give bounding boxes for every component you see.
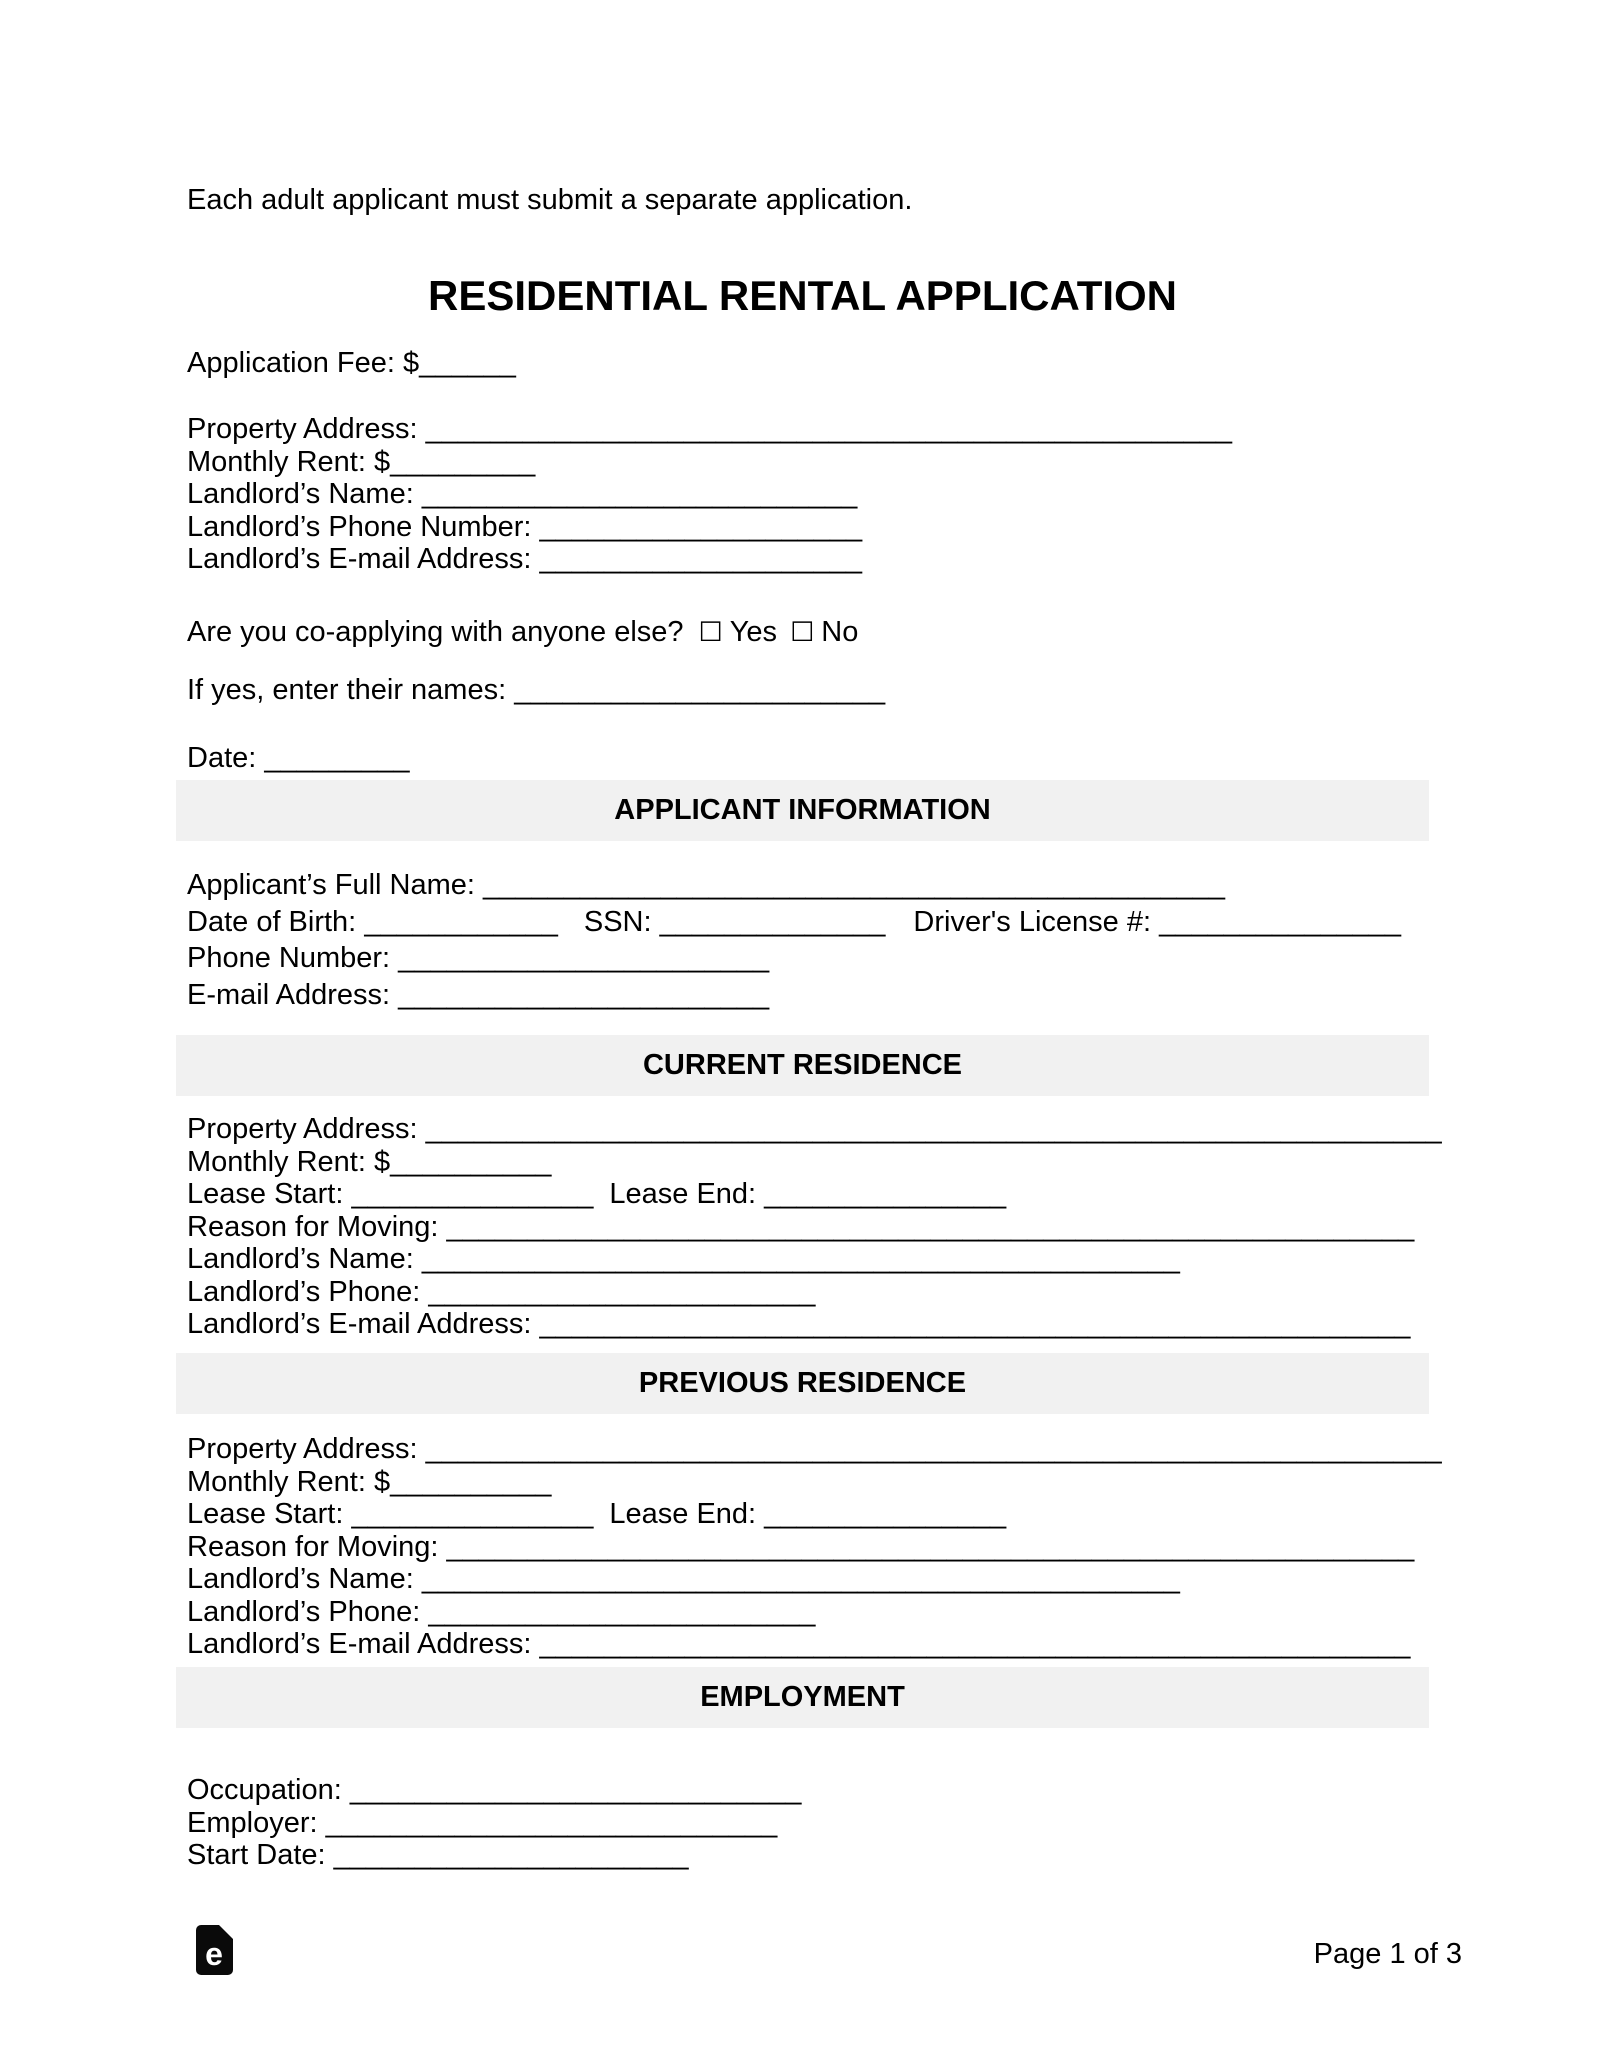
- current-reason-line: [187, 1211, 1442, 1244]
- start-date-blank[interactable]: ______________________: [333, 1839, 689, 1871]
- previous-rent-blank[interactable]: __________: [390, 1465, 552, 1498]
- current-lease-end-blank[interactable]: _______________: [764, 1178, 1007, 1210]
- drivers-license-label: Driver's License #:: [913, 905, 1160, 938]
- applicant-info-group: [187, 867, 1401, 1013]
- landlord-phone-label: Landlord’s Phone Number:: [187, 510, 540, 543]
- previous-reason-label: Reason for Moving:: [187, 1530, 447, 1563]
- eforms-logo-icon: [196, 1925, 233, 1975]
- property-address-line: [187, 413, 1232, 446]
- previous-landlord-phone-blank[interactable]: ________________________: [428, 1595, 816, 1628]
- current-rent-line: [187, 1146, 1442, 1179]
- ssn-blank[interactable]: ______________: [659, 905, 886, 938]
- current-residence-group: [187, 1113, 1442, 1341]
- current-lease-end-label: Lease End:: [609, 1178, 765, 1210]
- application-fee-line: [187, 347, 516, 380]
- monthly-rent-label: Monthly Rent: $: [187, 445, 391, 478]
- employment-heading: EMPLOYMENT: [176, 1667, 1429, 1728]
- current-reason-label: Reason for Moving:: [187, 1210, 447, 1243]
- occupation-label: Occupation:: [187, 1774, 350, 1806]
- coapply-question-line: [187, 616, 858, 649]
- employment-group: [187, 1774, 801, 1872]
- applicant-full-name-blank[interactable]: ______________________________________________: [483, 869, 1225, 901]
- logo-letter: e: [205, 1936, 223, 1972]
- previous-rent-line: [187, 1466, 1442, 1499]
- dob-label: Date of Birth:: [187, 905, 365, 938]
- current-lease-start-label: Lease Start:: [187, 1178, 352, 1210]
- property-address-label: Property Address:: [187, 413, 426, 445]
- property-address-blank[interactable]: __________________________________________________: [425, 413, 1232, 445]
- previous-landlord-email-line: [187, 1628, 1442, 1661]
- form-title: RESIDENTIAL RENTAL APPLICATION: [427, 272, 1178, 319]
- drivers-license-blank[interactable]: _______________: [1159, 905, 1402, 938]
- landlord-email-blank[interactable]: ____________________: [539, 543, 863, 575]
- current-landlord-phone-line: [187, 1276, 1442, 1309]
- coapplicant-names-blank[interactable]: _______________________: [514, 674, 886, 706]
- applicant-full-name-label: Applicant’s Full Name:: [187, 869, 484, 901]
- applicant-full-name-line: [187, 867, 1401, 904]
- date-label: Date:: [187, 742, 265, 774]
- employer-line: [187, 1807, 801, 1840]
- previous-landlord-phone-label: Landlord’s Phone:: [187, 1595, 429, 1628]
- previous-lease-start-label: Lease Start:: [187, 1498, 352, 1530]
- current-landlord-email-line: [187, 1308, 1442, 1341]
- previous-lease-end-label: Lease End:: [609, 1498, 765, 1530]
- current-lease-start-blank[interactable]: _______________: [351, 1178, 594, 1210]
- yes-label: Yes: [729, 616, 778, 648]
- monthly-rent-blank[interactable]: _________: [390, 445, 536, 478]
- current-landlord-name-line: [187, 1243, 1442, 1276]
- applicant-phone-blank[interactable]: _______________________: [398, 942, 770, 975]
- ssn-label: SSN:: [583, 905, 660, 938]
- landlord-email-label: Landlord’s E-mail Address:: [187, 543, 540, 575]
- previous-lease-start-blank[interactable]: _______________: [351, 1498, 594, 1530]
- current-residence-heading: CURRENT RESIDENCE: [176, 1035, 1429, 1096]
- date-line: [187, 742, 410, 775]
- dob-blank[interactable]: ____________: [364, 905, 558, 938]
- current-rent-label: Monthly Rent: $: [187, 1145, 391, 1178]
- application-fee-label: Application Fee: $: [187, 347, 420, 379]
- applicant-email-blank[interactable]: _______________________: [398, 978, 770, 1011]
- previous-address-blank[interactable]: _______________________________________________________________: [425, 1433, 1442, 1465]
- previous-reason-line: [187, 1531, 1442, 1564]
- landlord-name-line: [187, 478, 1232, 511]
- applicant-email-label: E-mail Address:: [187, 978, 399, 1011]
- current-address-blank[interactable]: _______________________________________________________________: [425, 1113, 1442, 1145]
- previous-address-label: Property Address:: [187, 1433, 426, 1465]
- occupation-line: [187, 1774, 801, 1807]
- previous-lease-end-blank[interactable]: _______________: [764, 1498, 1007, 1530]
- current-landlord-phone-blank[interactable]: ________________________: [428, 1275, 816, 1308]
- previous-landlord-name-line: [187, 1563, 1442, 1596]
- applicant-information-heading: APPLICANT INFORMATION: [176, 780, 1429, 841]
- current-address-line: [187, 1113, 1442, 1146]
- no-label: No: [821, 616, 859, 648]
- landlord-name-label: Landlord’s Name:: [187, 478, 422, 510]
- landlord-email-line: [187, 543, 1232, 576]
- previous-landlord-name-blank[interactable]: _______________________________________________: [421, 1563, 1180, 1595]
- applicant-phone-label: Phone Number:: [187, 942, 399, 975]
- current-address-label: Property Address:: [187, 1113, 426, 1145]
- applicant-ids-line: [187, 904, 1401, 941]
- notice-text: Each adult applicant must submit a separate application.: [187, 184, 913, 216]
- current-rent-blank[interactable]: __________: [390, 1145, 552, 1178]
- yes-checkbox[interactable]: ☐: [698, 617, 723, 647]
- previous-landlord-email-blank[interactable]: ______________________________________________________: [539, 1628, 1411, 1660]
- no-checkbox[interactable]: ☐: [790, 617, 815, 647]
- applicant-phone-line: [187, 940, 1401, 977]
- current-landlord-email-label: Landlord’s E-mail Address:: [187, 1308, 540, 1340]
- previous-landlord-phone-line: [187, 1596, 1442, 1629]
- monthly-rent-line: [187, 446, 1232, 479]
- landlord-name-blank[interactable]: ___________________________: [421, 478, 858, 510]
- previous-residence-heading: PREVIOUS RESIDENCE: [176, 1353, 1429, 1414]
- start-date-label: Start Date:: [187, 1839, 334, 1871]
- coapply-question-label: Are you co-applying with anyone else?: [187, 616, 684, 648]
- current-lease-line: [187, 1178, 1442, 1211]
- previous-rent-label: Monthly Rent: $: [187, 1465, 391, 1498]
- employer-label: Employer:: [187, 1806, 326, 1839]
- previous-landlord-email-label: Landlord’s E-mail Address:: [187, 1628, 540, 1660]
- current-reason-blank[interactable]: ____________________________________________________________: [446, 1210, 1415, 1243]
- previous-lease-line: [187, 1498, 1442, 1531]
- start-date-line: [187, 1839, 801, 1872]
- coapplicant-names-line: [187, 674, 885, 707]
- previous-address-line: [187, 1433, 1442, 1466]
- applicant-email-line: [187, 977, 1401, 1014]
- current-landlord-name-label: Landlord’s Name:: [187, 1243, 422, 1275]
- page-number: Page 1 of 3: [1313, 1938, 1462, 1970]
- previous-reason-blank[interactable]: ____________________________________________________________: [446, 1530, 1415, 1563]
- coapplicant-names-label: If yes, enter their names:: [187, 674, 515, 706]
- landlord-phone-blank[interactable]: ____________________: [539, 510, 863, 543]
- current-landlord-email-blank[interactable]: ______________________________________________________: [539, 1308, 1411, 1340]
- current-landlord-name-blank[interactable]: _______________________________________________: [421, 1243, 1180, 1275]
- previous-residence-group: [187, 1433, 1442, 1661]
- application-fee-blank[interactable]: ______: [419, 347, 516, 379]
- occupation-blank[interactable]: ____________________________: [349, 1774, 802, 1806]
- landlord-phone-line: [187, 511, 1232, 544]
- employer-blank[interactable]: ____________________________: [325, 1806, 778, 1839]
- date-blank[interactable]: _________: [264, 742, 410, 774]
- current-landlord-phone-label: Landlord’s Phone:: [187, 1275, 429, 1308]
- property-info-group: [187, 413, 1232, 576]
- previous-landlord-name-label: Landlord’s Name:: [187, 1563, 422, 1595]
